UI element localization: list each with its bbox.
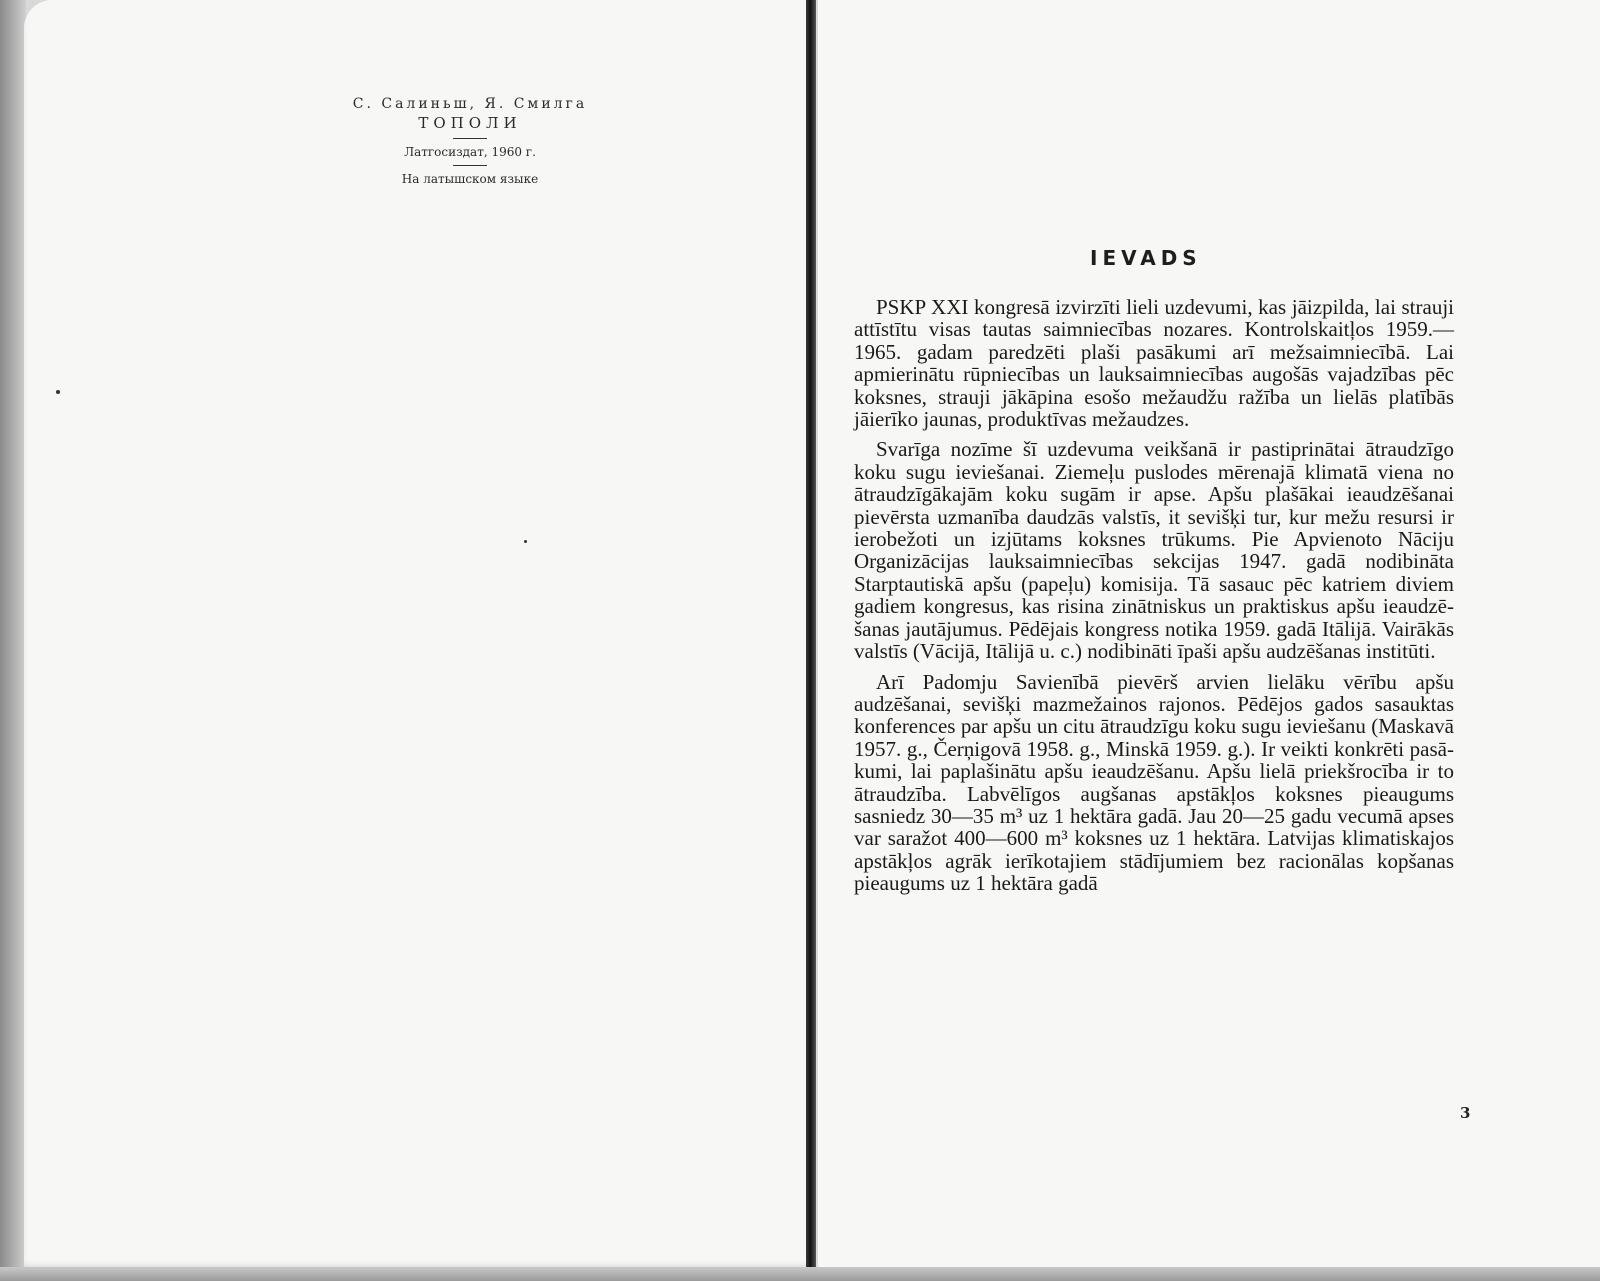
ink-speck [56, 390, 60, 394]
book-spine [806, 0, 816, 1281]
scan-bottom-edge [0, 1267, 1600, 1281]
left-page [24, 0, 810, 1270]
paragraph: PSKP XXI kongresā izvirzīti lieli uzdevumi, kas jāizpilda, lai strauji attīstītu visas tautas saimniecības nozares. Kontrolskaitļos 1959.—1965. gadam paredzēti plaši pasākumi arī mežsaimniecībā. Lai apmierinātu rūpniecības un lauksaimniecības augošās vajadzības pēc koksnes, strauji jākāpina esošo mežaudžu ražība un lielās platībās jāierīko jaunas, produktīvas mežaudzes. [854, 295, 1454, 432]
scan-left-edge [0, 0, 26, 1281]
chapter-heading: IEVADS [1090, 246, 1202, 270]
publisher-line: Латгосиздат, 1960 г. [404, 145, 536, 159]
authors: С. Салиньш, Я. Смилга [352, 96, 588, 112]
ink-speck [524, 540, 527, 543]
language-note: На латышском языке [401, 172, 539, 186]
body-text [854, 296, 1454, 903]
divider [453, 165, 487, 166]
paragraph: Svarīga nozīme šī uzdevuma veikšanā ir pastiprinātai ātraudzīgo koku sugu ieviešanai. Ziemeļu puslodes mērenajā klimatā viena no ātraudzīgākajām koku sugām ir apse. Apšu plašākai ieaudzēšanai pievērsta uzmanība daudzās valstīs, it sevišķi tur, kur mežu resursi ir ierobežoti un izjūtams koksnes trūkums. Pie Apvienoto Nāciju Organizācijas lauksaimniecības sekcijas 1947. gadā nodibināta Starptautiskā apšu (papeļu) komisija. Tā sasauc pēc katriem diviem gadiem kongresus, kas risina zinātniskus un praktiskus apšu ieaudzēšanas jautājumus. Pēdējais kongress notika 1959. gadā Itālijā. Vairākās valstīs (Vācijā, Itālijā u. c.) nodibināti īpaši apšu audzēšanas institūti. [854, 437, 1454, 664]
book-title: ТОПОЛИ [418, 114, 522, 132]
divider [453, 138, 487, 139]
imprint-block [330, 96, 610, 186]
paragraph: Arī Padomju Savienībā pievērš arvien lielāku vērību apšu audzēšanai, sevišķi mazmežainos rajonos. Pēdējos gados sasauktas konferences par apšu un citu ātraudzīgu koku sugu ieviešanu (Maskavā 1957. g., Čerņigovā 1958. g., Minskā 1959. g.). Ir veikti konkrēti pasākumi, lai paplašinātu apšu ieaudzēšanu. Apšu lielā priekšrocība ir to ātraudzība. Labvēlīgos augšanas apstākļos koksnes pieaugums sasniedz 30—35 m³ uz 1 hektāra gadā. Jau 20—25 gadu vecumā apses var saražot 400—600 m³ koksnes uz 1 hektāra. Latvijas klimatiskajos apstākļos agrāk ierīkotajiem stādījumiem bez racionālas kopšanas pieaugums uz 1 hektāra gadā [854, 669, 1454, 896]
page-number: 3 [1460, 1104, 1471, 1122]
